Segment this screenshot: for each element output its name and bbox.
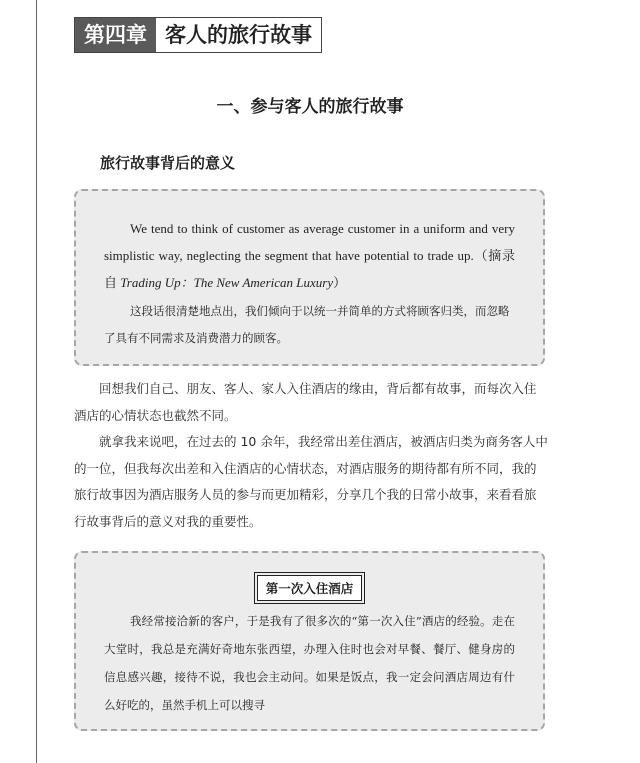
section-title: 一、参与客人的旅行故事 — [216, 97, 404, 117]
chapter-header — [74, 17, 322, 53]
quote-chinese: 这段话很清楚地点出，我们倾向于以统一并简单的方式将顾客归类，而忽略了具有不同需求及消费潜力的顾客。 — [104, 304, 510, 345]
quote-source-suffix: ） — [333, 275, 347, 290]
body-paragraph-2: 就拿我来说吧，在过去的 10 余年，我经常出差住酒店，被酒店归类为商务客人中的一位，但我每次出差和入住酒店的心情状态，对酒店服务的期待都有所不同，我的旅行故事因为酒店服务人员的参与而更加精彩，分享几个我的日常小故事，来看看旅行故事背后的意义对我的重要性。 — [74, 434, 548, 529]
body-paragraph-1: 回想我们自己、朋友、客人、家人入住酒店的缘由，背后都有故事，而每次入住酒店的心情状态也截然不同。 — [74, 381, 537, 423]
body-text — [74, 376, 548, 535]
quote-source-prefix: （摘录自 — [104, 248, 515, 290]
quote-english-text: We tend to think of customer as average customer in a uniform and very simplistic way, neglecting the segment that have potential to trade up. — [104, 221, 515, 263]
story-title-wrap — [104, 575, 515, 607]
quote-box — [74, 189, 545, 366]
subsection-title: 旅行故事背后的意义 — [100, 154, 236, 172]
chapter-label: 第四章 — [75, 18, 156, 52]
quote-source-book: Trading Up：The New American Luxury — [120, 275, 334, 290]
chapter-title: 客人的旅行故事 — [156, 18, 321, 52]
story-title: 第一次入住酒店 — [257, 575, 363, 601]
quote-english — [104, 215, 515, 296]
story-box — [74, 551, 545, 731]
story-text: 我经常接洽新的客户，于是我有了很多次的“第一次入住”酒店的经验。走在大堂时，我总是充满好奇地东张西望，办理入住时也会对早餐、餐厅、健身房的信息感兴趣，接待不说，我也会主动问。如果是饭点，我一定会问酒店周边有什么好吃的，虽然手机上可以搜寻 — [104, 614, 515, 712]
